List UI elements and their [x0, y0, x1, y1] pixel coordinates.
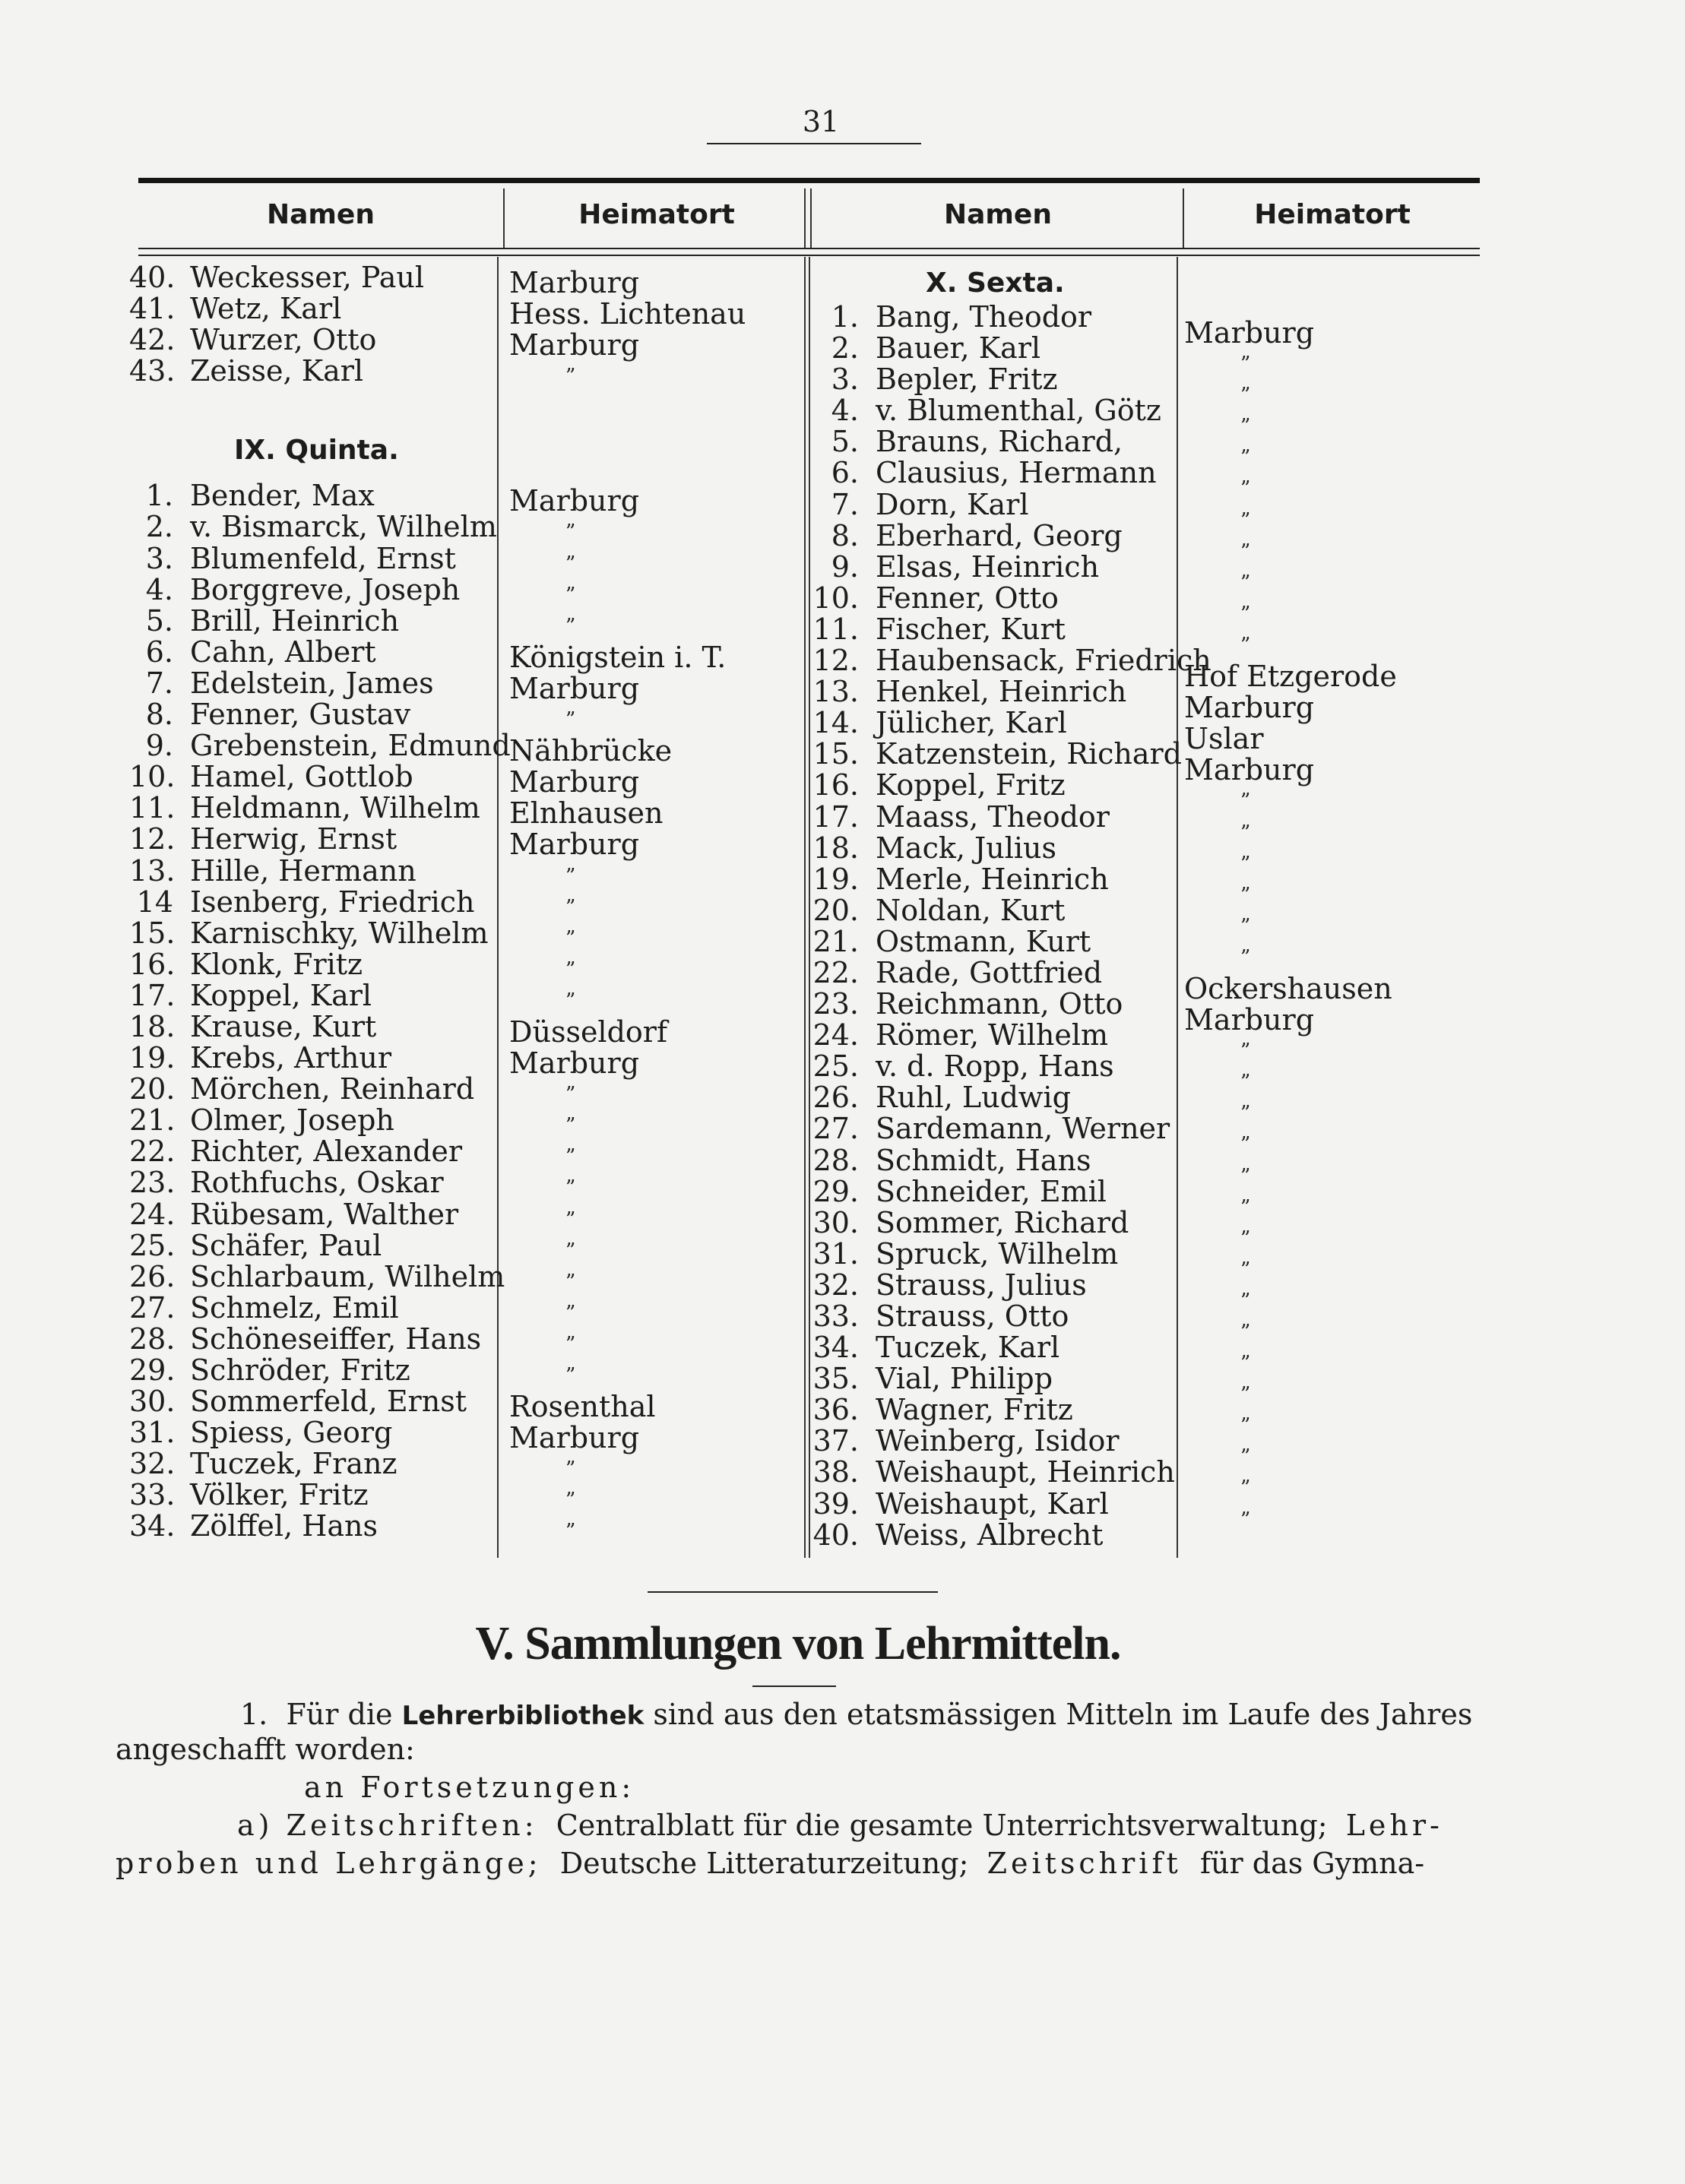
place-cell: Marburg	[509, 266, 640, 299]
list-item: 24. Rübesam, Walther	[129, 1197, 459, 1231]
place-cell: Marburg	[509, 828, 640, 862]
list-item: 21. Ostmann, Kurt	[812, 924, 1091, 958]
list-item: 11. Fischer, Kurt	[812, 612, 1066, 646]
right-places-column	[1184, 318, 1397, 1536]
place-cell: ”	[1240, 790, 1251, 813]
place-cell: Düsseldorf	[509, 1014, 668, 1049]
place-cell: ”	[1240, 1352, 1251, 1375]
place-cell: Marburg	[1184, 1003, 1315, 1037]
place-cell: ”	[565, 1114, 576, 1138]
list-item: 7. Edelstein, James	[145, 666, 434, 700]
list-item: 9. Elsas, Heinrich	[831, 549, 1100, 584]
list-item: 10. Fenner, Otto	[812, 581, 1059, 615]
list-item: 15. Karnischky, Wilhelm	[129, 916, 489, 950]
place-cell: ”	[1240, 1258, 1251, 1281]
list-item: 20. Noldan, Kurt	[812, 893, 1066, 927]
list-item: 28. Schmidt, Hans	[812, 1143, 1091, 1177]
list-item: 4. v. Blumenthal, Götz	[831, 394, 1161, 428]
place-cell: Elnhausen	[509, 796, 664, 831]
place-cell: Rosenthal	[509, 1390, 656, 1424]
place-cell: ”	[565, 708, 576, 732]
list-item: 27. Sardemann, Werner	[812, 1112, 1170, 1146]
place-cell: ”	[565, 365, 576, 388]
place-cell: Nähbrücke	[509, 734, 673, 768]
column-divider	[1183, 188, 1184, 248]
place-cell: ”	[1240, 384, 1251, 407]
list-item: 17. Maass, Theodor	[812, 799, 1110, 834]
list-item: 36. Wagner, Fritz	[812, 1393, 1073, 1427]
sexta-list	[806, 302, 1211, 1551]
list-item: 13. Henkel, Heinrich	[812, 675, 1127, 709]
place-cell: Marburg	[509, 484, 640, 518]
list-item: 13. Hille, Hermann	[129, 853, 416, 888]
list-item: 20. Mörchen, Reinhard	[129, 1072, 475, 1106]
place-cell: ”	[1240, 477, 1251, 501]
place-cell: ”	[1240, 1133, 1251, 1157]
place-cell: ”	[565, 1176, 576, 1200]
place-cell: ”	[565, 957, 576, 981]
section-separator	[648, 1591, 938, 1593]
list-item: 35. Vial, Philipp	[812, 1362, 1053, 1396]
list-item: 19. Merle, Heinrich	[812, 862, 1109, 896]
list-item: 33. Strauss, Otto	[812, 1299, 1069, 1333]
list-item: 34. Zölffel, Hans	[129, 1509, 378, 1543]
place-cell: ”	[565, 1083, 576, 1106]
place-cell: ”	[1240, 508, 1251, 532]
list-item: 8. Fenner, Gustav	[145, 698, 411, 732]
list-item: 5. Brill, Heinrich	[145, 603, 400, 638]
section-heading: V. Sammlungen von Lehrmitteln.	[475, 1618, 1121, 1670]
place-cell: Königstein i. T.	[509, 640, 727, 674]
place-cell: ”	[1240, 1227, 1251, 1250]
place-cell: ”	[1240, 1383, 1251, 1407]
paragraph-line-4: a) Zeitschriften: Centralblatt für die gesamte Unterrichtsverwaltung; Lehr-	[237, 1809, 1443, 1842]
list-item: 5. Brauns, Richard,	[831, 425, 1123, 459]
list-item: 12. Herwig, Ernst	[129, 822, 397, 856]
list-item: 41. Wetz, Karl	[129, 292, 342, 326]
list-item: 3. Blumenfeld, Ernst	[145, 541, 456, 575]
place-cell: Ockershausen	[1184, 971, 1392, 1005]
place-cell: ”	[565, 989, 576, 1012]
place-cell: ”	[565, 583, 576, 606]
place-cell: Marburg	[509, 1046, 640, 1081]
list-item: 16. Klonk, Fritz	[129, 947, 363, 981]
place-cell: ”	[1240, 852, 1251, 875]
table-top-rule	[138, 178, 1480, 183]
list-item: 34. Tuczek, Karl	[812, 1331, 1060, 1365]
place-cell: ”	[1240, 1508, 1251, 1531]
place-cell: ”	[565, 1270, 576, 1293]
list-item: 22. Rade, Gottfried	[812, 955, 1103, 989]
place-cell: ”	[1240, 1195, 1251, 1219]
place-cell: Marburg	[509, 1421, 640, 1455]
paragraph-line-3: an Fortsetzungen:	[304, 1771, 635, 1804]
lehrerbibliothek-term: Lehrerbibliothek	[401, 1701, 645, 1731]
list-item: 29. Schneider, Emil	[812, 1174, 1107, 1208]
list-item: 27. Schmelz, Emil	[129, 1290, 399, 1325]
list-item: 3. Bepler, Fritz	[831, 362, 1058, 397]
place-cell: Marburg	[1184, 753, 1315, 787]
list-item: 15. Katzenstein, Richard	[812, 737, 1183, 771]
place-cell: ”	[565, 1332, 576, 1356]
place-cell: ”	[1240, 1164, 1251, 1188]
place-cell: ”	[1240, 945, 1251, 969]
place-cell: ”	[1240, 446, 1251, 470]
place-cell: Marburg	[509, 765, 640, 799]
list-item: 40. Weiss, Albrecht	[812, 1518, 1104, 1552]
list-item: 1. Bender, Max	[145, 479, 375, 513]
list-item: 32. Tuczek, Franz	[129, 1447, 397, 1481]
list-item: 7. Dorn, Karl	[831, 487, 1029, 521]
place-cell: Hof Etzgerode	[1184, 660, 1397, 694]
place-cell: ”	[565, 926, 576, 950]
list-item: 28. Schöneseiffer, Hans	[129, 1321, 482, 1356]
page-number-rule	[707, 143, 921, 144]
left-names-column	[129, 262, 511, 1543]
list-item: 6. Clausius, Hermann	[831, 456, 1157, 490]
list-item: 8. Eberhard, Georg	[831, 518, 1123, 552]
place-cell: ”	[1240, 633, 1251, 657]
place-cell: ”	[565, 1364, 576, 1387]
header-rule	[138, 248, 1480, 249]
list-item: 1. Bang, Theodor	[831, 300, 1092, 334]
list-item: 4. Borggreve, Joseph	[145, 572, 461, 606]
list-item: 43. Zeisse, Karl	[129, 354, 364, 388]
list-item: 23. Rothfuchs, Oskar	[129, 1166, 444, 1200]
list-item: 30. Sommerfeld, Ernst	[129, 1385, 467, 1419]
section-title-sexta: X. Sexta.	[926, 267, 1065, 299]
list-item: 10. Hamel, Gottlob	[129, 760, 413, 794]
place-cell: ”	[565, 895, 576, 919]
list-item: 26. Schlarbaum, Wilhelm	[129, 1259, 505, 1293]
place-cell: ”	[1240, 1445, 1251, 1469]
list-item: 24. Römer, Wilhelm	[812, 1018, 1109, 1052]
paragraph-line-2: angeschafft worden:	[116, 1733, 415, 1766]
list-item: 22. Richter, Alexander	[129, 1135, 463, 1169]
list-item: 14 Isenberg, Friedrich	[136, 885, 475, 919]
place-cell: ”	[565, 1239, 576, 1262]
list-item: 40. Weckesser, Paul	[129, 261, 425, 294]
header-names-left: Namen	[267, 199, 375, 230]
list-item: 31. Spiess, Georg	[129, 1416, 393, 1450]
list-item: 31. Spruck, Wilhelm	[812, 1236, 1119, 1271]
place-cell: Marburg	[1184, 316, 1315, 350]
place-cell: ”	[565, 1301, 576, 1325]
list-item: 23. Reichmann, Otto	[812, 987, 1123, 1021]
section-title-quinta: IX. Quinta.	[234, 435, 399, 467]
list-item: 37. Weinberg, Isidor	[812, 1424, 1120, 1458]
quinta-list	[129, 480, 511, 1542]
list-item: 2. Bauer, Karl	[831, 331, 1041, 366]
place-cell: ”	[1240, 1321, 1251, 1344]
header-rule-double	[138, 255, 1480, 256]
list-item: 26. Ruhl, Ludwig	[812, 1081, 1071, 1115]
place-cell: ”	[565, 1520, 576, 1543]
place-cell: ”	[565, 1145, 576, 1169]
place-cell: ”	[1240, 353, 1251, 376]
list-item: 16. Koppel, Fritz	[812, 768, 1066, 802]
list-item: 12. Haubensack, Friedrich	[812, 644, 1211, 678]
place-cell: ”	[1240, 540, 1251, 563]
list-item: 25. Schäfer, Paul	[129, 1228, 382, 1262]
header-place-left: Heimatort	[578, 199, 735, 230]
place-cell: ”	[565, 864, 576, 888]
place-cell: ”	[1240, 571, 1251, 594]
place-cell: Uslar	[1184, 722, 1264, 756]
place-cell: ”	[1240, 602, 1251, 625]
list-item: 33. Völker, Fritz	[129, 1478, 369, 1512]
place-cell: ”	[1240, 1414, 1251, 1438]
list-item: 25. v. d. Ropp, Hans	[812, 1049, 1114, 1084]
place-cell: Hess. Lichtenau	[509, 297, 746, 331]
list-item: 9. Grebenstein, Edmund	[145, 729, 511, 763]
place-cell: Marburg	[1184, 691, 1315, 725]
place-cell: ”	[565, 552, 576, 575]
place-cell: ”	[1240, 1477, 1251, 1500]
column-divider	[503, 188, 505, 248]
list-item: 2. v. Bismarck, Wilhelm	[145, 510, 497, 544]
list-item: 39. Weishaupt, Karl	[812, 1486, 1109, 1521]
list-item: 18. Mack, Julius	[812, 831, 1057, 865]
place-cell: ”	[1240, 821, 1251, 844]
left-places-column	[509, 267, 746, 1548]
place-cell: Marburg	[509, 671, 640, 705]
list-item: 42. Wurzer, Otto	[129, 323, 377, 357]
list-item: 21. Olmer, Joseph	[129, 1103, 394, 1138]
header-place-right: Heimatort	[1254, 199, 1411, 230]
place-cell: ”	[565, 521, 576, 544]
place-cell: ”	[565, 1489, 576, 1512]
place-cell: ”	[565, 1458, 576, 1481]
paragraph-line-1: 1. Für die Lehrerbibliothek sind aus den etatsmässigen Mitteln im Laufe des Jahres	[240, 1698, 1473, 1731]
place-cell: ”	[1240, 415, 1251, 438]
list-item: 11. Heldmann, Wilhelm	[129, 791, 480, 825]
list-item: 38. Weishaupt, Heinrich	[812, 1455, 1175, 1489]
list-item: 32. Strauss, Julius	[812, 1268, 1087, 1302]
place-cell: ”	[565, 614, 576, 638]
left-top-list	[129, 262, 511, 387]
place-cell: ”	[1240, 883, 1251, 907]
place-cell: ”	[1240, 914, 1251, 938]
column-divider	[810, 188, 812, 248]
header-names-right: Namen	[944, 199, 1052, 230]
list-item: 18. Krause, Kurt	[129, 1009, 377, 1043]
list-item: 29. Schröder, Fritz	[129, 1353, 410, 1387]
place-cell: ”	[1240, 1289, 1251, 1312]
paragraph-line-5: proben und Lehrgänge; Deutsche Litteraturzeitung; Zeitschrift für das Gymna-	[116, 1847, 1425, 1880]
column-divider	[804, 188, 806, 248]
page-number: 31	[802, 105, 840, 138]
list-item: 30. Sommer, Richard	[812, 1205, 1129, 1239]
list-item: 6. Cahn, Albert	[145, 635, 376, 669]
place-cell: ”	[565, 1208, 576, 1231]
place-cell: ”	[1240, 1071, 1251, 1094]
place-cell: ”	[1240, 1040, 1251, 1063]
place-cell: ”	[1240, 1102, 1251, 1125]
heading-rule	[752, 1685, 836, 1687]
list-item: 17. Koppel, Karl	[129, 978, 372, 1012]
place-cell: Marburg	[509, 328, 640, 362]
list-item: 19. Krebs, Arthur	[129, 1041, 392, 1075]
right-names-column	[806, 262, 1211, 1551]
list-item: 14. Jülicher, Karl	[812, 706, 1067, 740]
